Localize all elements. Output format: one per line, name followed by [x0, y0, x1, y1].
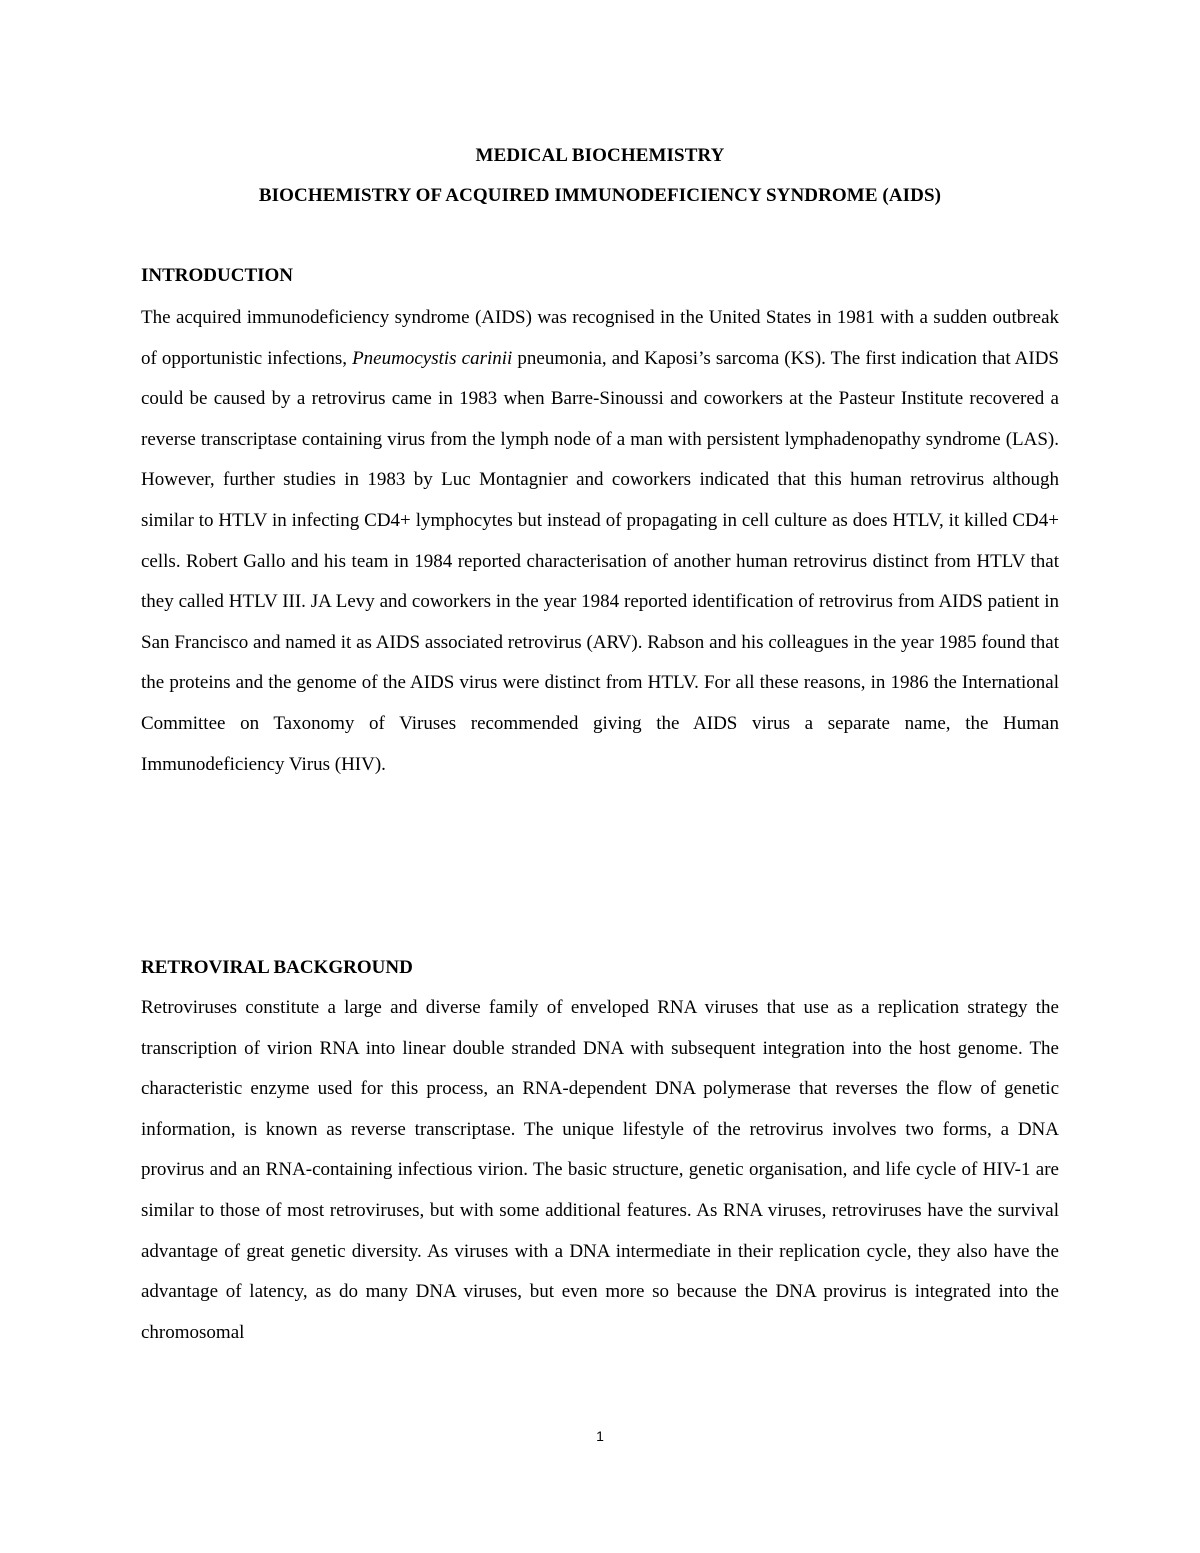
page-number: 1 — [596, 1428, 604, 1444]
document-title: MEDICAL BIOCHEMISTRY — [475, 145, 725, 166]
introduction-species-name: Pneumocystis carinii — [352, 347, 513, 369]
introduction-text-part2: pneumonia, and Kaposi’s sarcoma (KS). The first indication that AIDS could be caused by a retrovirus came in 1983 when Barre-Sinoussi and coworkers at the Pasteur Institute recovered a reverse transcriptase containing virus from the lymph node of a man with persistent lymphadenopathy syndrome (LAS). However, further studies in 1983 by Luc Montagnier and coworkers indicated that this human retrovirus although similar to HTLV in infecting CD4+ lymphocytes but instead of propagating in cell culture as does HTLV, it killed CD4+ cells. Robert Gallo and his team in 1984 reported characterisation of another human retrovirus distinct from HTLV that they called HTLV III. JA Levy and coworkers in the year 1984 reported identification of retrovirus from AIDS patient in San Francisco and named it as AIDS associated retrovirus (ARV). Rabson and his colleagues in the year 1985 found that the proteins and the genome of the AIDS virus were distinct from HTLV. For all these reasons, in 1986 the International Committee on Taxonomy of Viruses recommended giving the AIDS virus a separate name, the Human Immunodeficiency Virus (HIV). — [141, 347, 1059, 775]
document-subtitle: BIOCHEMISTRY OF ACQUIRED IMMUNODEFICIENCY SYNDROME (AIDS) — [258, 185, 942, 206]
introduction-heading: INTRODUCTION — [141, 265, 294, 286]
introduction-paragraph — [141, 298, 1059, 785]
retroviral-background-paragraph: Retroviruses constitute a large and diverse family of enveloped RNA viruses that use as a replication strategy the transcription of virion RNA into linear double stranded DNA with subsequent integration into the host genome. The characteristic enzyme used for this process, an RNA-dependent DNA polymerase that reverses the flow of genetic information, is known as reverse transcriptase. The unique lifestyle of the retrovirus involves two forms, a DNA provirus and an RNA-containing infectious virion. The basic structure, genetic organisation, and life cycle of HIV-1 are similar to those of most retroviruses, but with some additional features. As RNA viruses, retroviruses have the survival advantage of great genetic diversity. As viruses with a DNA intermediate in their replication cycle, they also have the advantage of latency, as do many DNA viruses, but even more so because the DNA provirus is integrated into the chromosomal — [141, 997, 1059, 1343]
introduction-text-part1: The acquired immunodeficiency syndrome (AIDS) was recognised in the United States in 1981 with a sudden outbreak of opportunistic infections, — [141, 307, 1059, 369]
retroviral-background-heading: RETROVIRAL BACKGROUND — [141, 957, 413, 978]
